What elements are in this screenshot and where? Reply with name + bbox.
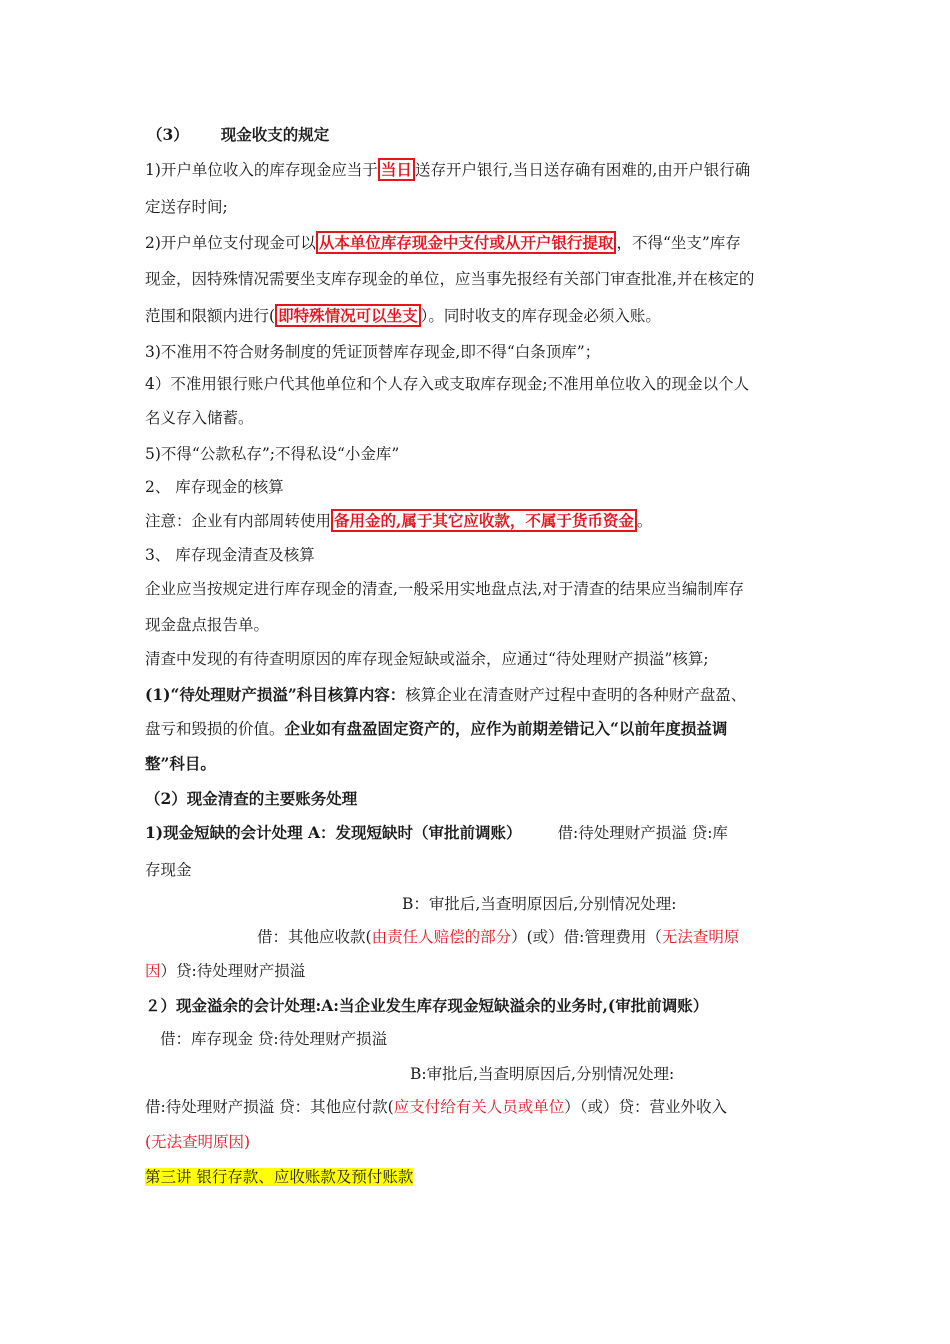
surplus-heading: ２）现金溢余的会计处理:A:当企业发生库存现金短缺溢余的业务时,(审批前调账） — [145, 996, 709, 1015]
next-lecture-heading — [145, 1166, 810, 1188]
text-run: 定送存时间; — [145, 198, 228, 216]
shortage-line-1 — [145, 822, 810, 844]
red-note: (无法查明原因) — [145, 1133, 251, 1151]
shortage-line-2: 存现金 — [145, 861, 192, 879]
rule-4-line-1 — [145, 373, 810, 395]
red-note: 因 — [145, 962, 161, 980]
highlighted-term: 备用金的,属于其它应收款，不属于货币资金 — [331, 509, 637, 532]
text-run: ）(或）借:管理费用（ — [511, 928, 662, 946]
emphasis-text: 企业如有盘盈固定资产的，应作为前期差错记入“以前年度损益调 — [284, 719, 728, 738]
item-1-line-1 — [145, 684, 810, 706]
note-line — [145, 510, 810, 532]
highlighted-term: 当日 — [378, 158, 415, 181]
item-1-line-2 — [145, 718, 810, 740]
shortage-approval-line: B：审批后,当查明原因后,分别情况处理: — [402, 895, 677, 913]
surplus-entry-line-2 — [145, 1131, 810, 1153]
paragraph-1-line-1: 企业应当按规定进行库存现金的清查,一般采用实地盘点法,对于清查的结果应当编制库存 — [145, 580, 744, 598]
item-label: 1)现金短缺的会计处理 A：发现短缺时（审批前调账） — [145, 823, 522, 842]
rule-2-line-1 — [145, 232, 810, 254]
journal-entry: 借:待处理财产损溢 贷:库 — [557, 824, 728, 842]
surplus-approval-line: B:审批后,当查明原因后,分别情况处理: — [410, 1065, 675, 1083]
highlighted-term: 从本单位库存现金中支付或从开户银行提取 — [316, 231, 617, 254]
highlighted-term: 即特殊情况可以坐支 — [275, 304, 421, 327]
section-3-heading: 3、 库存现金清查及核算 — [145, 546, 315, 564]
text-run: 送存开户银行,当日送存确有困难的,由开户银行确 — [414, 161, 751, 179]
rule-2-line-3 — [145, 305, 810, 327]
rule-5: 5)不得“公款私存”;不得私设“小金库” — [145, 445, 400, 463]
text-run: ，不得“坐支”库存 — [616, 234, 741, 252]
rule-2-line-2 — [145, 268, 810, 290]
text-run: ）贷:待处理财产损溢 — [160, 962, 306, 980]
text-run: 名义存入储蓄。 — [145, 409, 254, 427]
text-run: 范围和限额内进行( — [145, 307, 276, 325]
text-run: 2)开户单位支付现金可以 — [145, 234, 316, 252]
text-run: 4）不准用银行账户代其他单位和个人存入或支取库存现金;不准用单位收入的现金以个人 — [145, 375, 750, 393]
paragraph-1-line-2: 现金盘点报告单。 — [145, 616, 270, 634]
text-run: 1)开户单位收入的库存现金应当于 — [145, 161, 378, 179]
text-run: 注意：企业有内部周转使用 — [145, 512, 332, 530]
text-run: 现金，因特殊情况需要坐支库存现金的单位，应当事先报经有关部门审查批准,并在核定的 — [145, 270, 755, 288]
red-note: 应支付给有关人员或单位 — [393, 1098, 565, 1116]
section-number: （3） — [147, 125, 189, 144]
text-run: ）（或）贷：营业外收入 — [564, 1098, 727, 1116]
item-1-line-3: 整”科目。 — [145, 754, 216, 773]
paragraph-2: 清查中发现的有待查明原因的库存现金短缺或溢余，应通过“待处理财产损溢”核算; — [145, 650, 709, 668]
section-title: 现金收支的规定 — [220, 125, 330, 144]
text-run: 核算企业在清查财产过程中查明的各种财产盘盈、 — [405, 686, 747, 704]
item-2-heading: （2）现金清查的主要账务处理 — [145, 789, 358, 808]
item-label: (1)“待处理财产损溢”科目核算内容： — [145, 685, 406, 704]
shortage-entry-line-2 — [145, 960, 810, 982]
highlighted-heading: 第三讲 银行存款、应收账款及预付账款 — [145, 1168, 414, 1186]
section-2-heading: 2、 库存现金的核算 — [145, 478, 284, 496]
red-note: 由责任人赔偿的部分 — [371, 928, 512, 946]
rule-1-line-2 — [145, 196, 810, 218]
text-run: 盘亏和毁损的价值。 — [145, 720, 285, 738]
text-run: 借:待处理财产损溢 贷：其他应付款( — [145, 1098, 394, 1116]
rule-1-line-1 — [145, 159, 810, 181]
text-run: 。 — [636, 512, 653, 530]
surplus-entry-line-1 — [145, 1096, 810, 1118]
text-run: 借：其他应收款( — [257, 928, 372, 946]
shortage-entry-line-1 — [257, 926, 812, 948]
text-run: ）。同时收支的库存现金必须入账。 — [420, 307, 661, 325]
red-note: 无法查明原 — [661, 928, 740, 946]
rule-4-line-2 — [145, 407, 810, 429]
section-heading — [145, 124, 810, 146]
surplus-entry-1: 借：库存现金 贷:待处理财产损溢 — [160, 1030, 388, 1048]
rule-3: 3)不准用不符合财务制度的凭证顶替库存现金,即不得“白条顶库”； — [145, 343, 601, 361]
